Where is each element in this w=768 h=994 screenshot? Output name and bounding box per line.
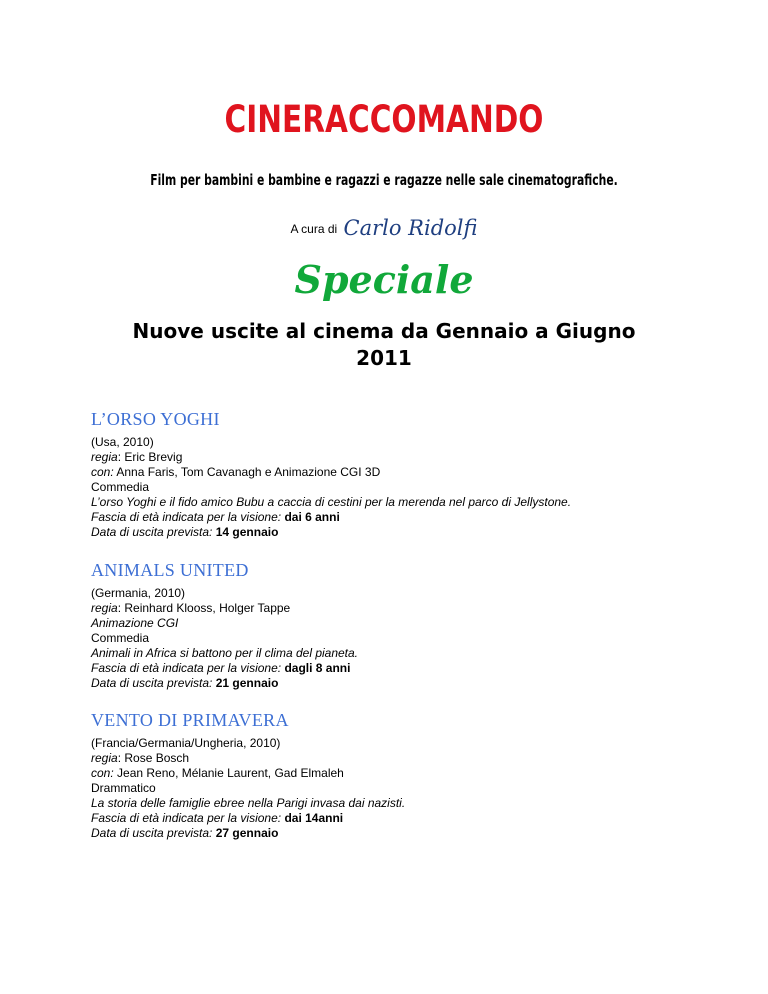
- film-cast: [91, 465, 731, 480]
- curator-prefix: A cura di: [290, 222, 338, 236]
- cast-label: con:: [91, 465, 114, 479]
- film-age: [91, 811, 731, 826]
- age-label: Fascia di età indicata per la visione:: [91, 811, 282, 825]
- film-director: [91, 751, 731, 766]
- release-label: Data di uscita prevista:: [91, 676, 213, 690]
- film-origin: (Francia/Germania/Ungheria, 2010): [91, 736, 281, 750]
- cast-names: Anna Faris, Tom Cavanagh e Animazione CGI 3D: [113, 465, 381, 479]
- film-entry-1: [91, 408, 731, 540]
- headline-line-2: 2011: [356, 346, 412, 370]
- curator-line: [0, 214, 768, 243]
- masthead-title: CINERACCOMANDO: [224, 98, 544, 141]
- film-director: [91, 450, 731, 465]
- age-label: Fascia di età indicata per la visione:: [91, 510, 282, 524]
- headline-line-1: Nuove uscite al cinema da Gennaio a Giugno: [132, 319, 636, 343]
- release-label: Data di uscita prevista:: [91, 826, 213, 840]
- age-value: dai 6 anni: [281, 510, 340, 524]
- director-name: : Rose Bosch: [117, 751, 190, 765]
- film-entry-2: [91, 559, 731, 691]
- director-label: regia: [91, 751, 118, 765]
- film-genre: Drammatico: [91, 781, 156, 795]
- film-title: ANIMALS UNITED: [91, 560, 249, 580]
- age-label: Fascia di età indicata per la visione:: [91, 661, 282, 675]
- director-name: : Eric Brevig: [117, 450, 183, 464]
- film-director: [91, 601, 731, 616]
- film-technique: Animazione CGI: [91, 616, 179, 630]
- masthead-subtitle: Film per bambini e bambine e ragazzi e ragazze nelle sale cinematografiche.: [150, 171, 618, 189]
- release-value: 21 gennaio: [212, 676, 279, 690]
- age-value: dai 14anni: [281, 811, 344, 825]
- film-age: [91, 661, 731, 676]
- director-name: : Reinhard Klooss, Holger Tappe: [117, 601, 291, 615]
- film-cast: [91, 766, 731, 781]
- release-value: 27 gennaio: [212, 826, 279, 840]
- director-label: regia: [91, 450, 118, 464]
- headline: [60, 318, 708, 372]
- film-origin: (Usa, 2010): [91, 435, 154, 449]
- film-entry-3: [91, 709, 731, 841]
- film-title: L’ORSO YOGHI: [91, 409, 220, 429]
- film-age: [91, 510, 731, 525]
- director-label: regia: [91, 601, 118, 615]
- special-heading: Speciale: [294, 257, 474, 302]
- age-value: dagli 8 anni: [281, 661, 351, 675]
- film-plot: La storia delle famiglie ebree nella Parigi invasa dai nazisti.: [91, 796, 406, 810]
- film-genre: Commedia: [91, 631, 150, 645]
- film-genre: Commedia: [91, 480, 150, 494]
- film-plot: Animali in Africa si battono per il clima del pianeta.: [91, 646, 359, 660]
- film-title: VENTO DI PRIMAVERA: [91, 710, 289, 730]
- cast-label: con:: [91, 766, 114, 780]
- curator-name: Carlo Ridolfi: [343, 216, 478, 240]
- release-value: 14 gennaio: [212, 525, 279, 539]
- film-release: [91, 676, 731, 691]
- release-label: Data di uscita prevista:: [91, 525, 213, 539]
- film-release: [91, 826, 731, 841]
- film-release: [91, 525, 731, 540]
- film-origin: (Germania, 2010): [91, 586, 186, 600]
- cast-names: Jean Reno, Mélanie Laurent, Gad Elmaleh: [113, 766, 344, 780]
- film-plot: L’orso Yoghi e il fido amico Bubu a caccia di cestini per la merenda nel parco di Jellystone.: [91, 495, 572, 509]
